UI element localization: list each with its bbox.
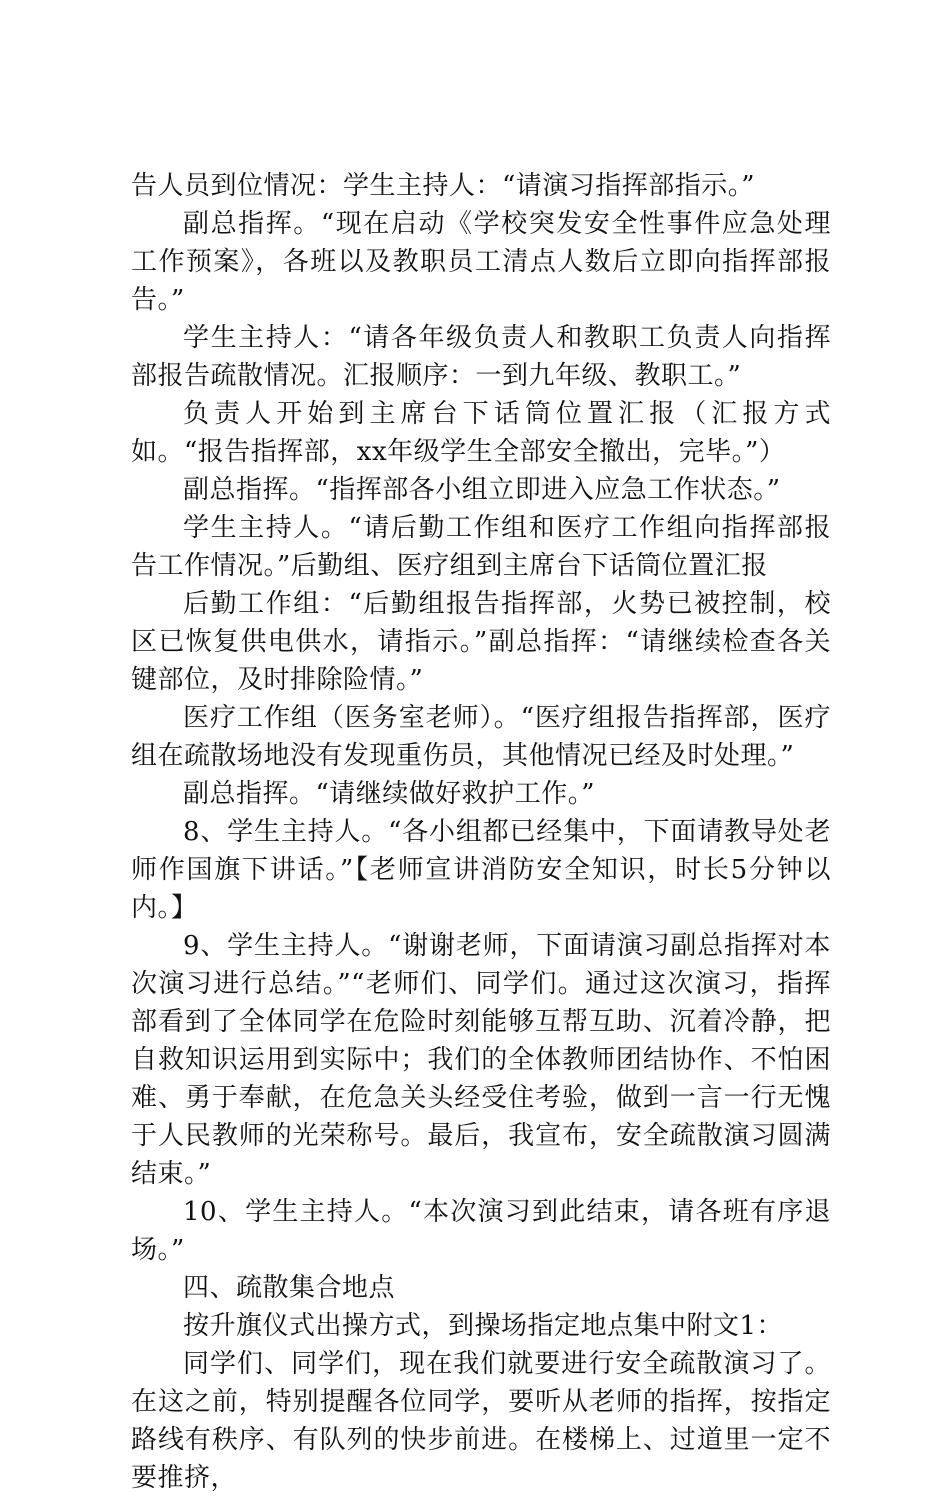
paragraph-9: 副总指挥。“请继续做好救护工作。”	[183, 779, 596, 809]
paragraph-3: 学生主持人：“请各年级负责人和教职工负责人向指挥部报告疏散情况。汇报顺序：一到九年级、教职工。”	[131, 323, 831, 391]
paragraph-12: 10、学生主持人。“本次演习到此结束，请各班有序退场。”	[131, 1197, 831, 1265]
section-heading: 四、疏散集合地点	[183, 1273, 396, 1303]
document-body	[131, 167, 831, 1497]
paragraph-11: 9、学生主持人。“谢谢老师，下面请演习副总指挥对本次演习进行总结。”“老师们、同学们。通过这次演习，指挥部看到了全体同学在危险时刻能够互帮互助、沉着冷静，把自救知识运用到实际中；我们的全体教师团结协作、不怕困难、勇于奉献，在危急关头经受住考验，做到一言一行无愧于人民教师的光荣称号。最后，我宣布，安全疏散演习圆满结束。”	[131, 931, 831, 1189]
paragraph-6: 学生主持人。“请后勤工作组和医疗工作组向指挥部报告工作情况。”后勤组、医疗组到主席台下话筒位置汇报	[131, 513, 831, 581]
paragraph-7: 后勤工作组：“后勤组报告指挥部，火势已被控制，校区已恢复供电供水，请指示。”副总指挥：“请继续检查各关键部位，及时排除险情。”	[131, 589, 831, 695]
paragraph-2: 副总指挥。“现在启动《学校突发安全性事件应急处理工作预案》，各班以及教职员工清点人数后立即向指挥部报告。”	[131, 209, 831, 315]
paragraph-8: 医疗工作组（医务室老师）。“医疗组报告指挥部，医疗组在疏散场地没有发现重伤员，其他情况已经及时处理。”	[131, 703, 831, 771]
paragraph-15: 同学们、同学们，现在我们就要进行安全疏散演习了。在这之前，特别提醒各位同学，要听从老师的指挥，按指定路线有秩序、有队列的快步前进。在楼梯上、过道里一定不要推挤，	[131, 1349, 831, 1493]
paragraph-10: 8、学生主持人。“各小组都已经集中，下面请教导处老师作国旗下讲话。”【老师宣讲消防安全知识，时长5分钟以内。】	[131, 817, 831, 923]
paragraph-14: 按升旗仪式出操方式，到操场指定地点集中附文1：	[183, 1311, 784, 1341]
paragraph-4: 负责人开始到主席台下话筒位置汇报（汇报方式如。“报告指挥部，xx年级学生全部安全撤出，完毕。”）	[131, 399, 831, 467]
paragraph-1: 告人员到位情况：学生主持人：“请演习指挥部指示。”	[131, 171, 756, 201]
paragraph-5: 副总指挥。“指挥部各小组立即进入应急工作状态。”	[183, 475, 781, 505]
